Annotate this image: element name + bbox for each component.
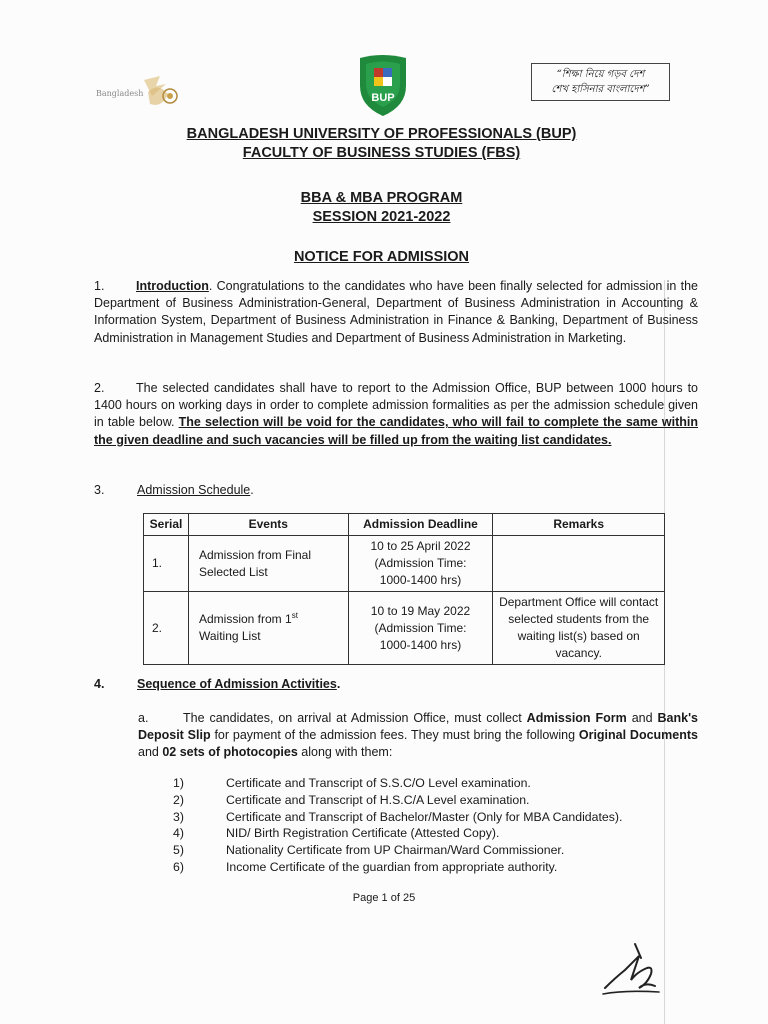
section-4a: a. The candidates, on arrival at Admission Office, must collect Admission Form and Bank's Deposit Slip for payment of the admission fees. They must bring the following Original Documents and 02 sets of photocopies along with them: (138, 711, 698, 760)
signature-icon (595, 938, 665, 1000)
cell-remarks: Department Office will contact selected students from the waiting list(s) based on vacancy. (493, 592, 665, 665)
cell-event: Admission from Final Selected List (188, 536, 348, 592)
motto-box (531, 63, 670, 101)
section-heading: Sequence of Admission Activities (137, 677, 337, 691)
session-title: SESSION 2021-2022 (312, 209, 451, 225)
table-row (144, 536, 665, 592)
header-serial: Serial (144, 514, 189, 536)
section-text: The selected candidates shall have to report to the Admission Office, BUP between 1000 hours to 1400 hours on working days in order to complete admission formalities as per the admission schedule given in table below. (94, 381, 698, 430)
sub-label: a. (138, 711, 149, 725)
university-title: BANGLADESH UNIVERSITY OF PROFESSIONALS (BUP) (186, 126, 577, 142)
list-item: 5) Nationality Certificate from UP Chairman/Ward Commissioner. (173, 843, 565, 858)
cell-deadline: 10 to 25 April 2022 (Admission Time: 1000-1400 hrs) (348, 536, 493, 592)
section-heading: Admission Schedule (137, 483, 251, 497)
bup-shield-icon (352, 52, 414, 118)
notice-title: NOTICE FOR ADMISSION (293, 249, 470, 265)
table-header-row (144, 514, 665, 536)
cell-serial: 2. (144, 592, 189, 665)
list-item: 1) Certificate and Transcript of S.S.C/O Level examination. (173, 776, 531, 790)
required-documents-list (173, 775, 673, 876)
section-number: 4. (94, 677, 105, 691)
cell-serial: 1. (144, 536, 189, 592)
left-logo-text: Bangladesh (96, 89, 144, 98)
list-item: 2) Certificate and Transcript of H.S.C/A Level examination. (173, 792, 530, 807)
motto-line-1: “শিক্ষা নিয়ে গড়ব দেশ (556, 69, 645, 80)
section-number: 2. (94, 381, 105, 395)
section-heading: Introduction (136, 279, 209, 293)
motto-line-2: শেখ হাসিনার বাংলাদেশ” (551, 84, 650, 95)
header-events: Events (188, 514, 348, 536)
section-number: 1. (94, 279, 105, 293)
section-number: 3. (94, 483, 105, 497)
section-reporting (94, 380, 698, 449)
section-schedule-heading: 3. Admission Schedule. (94, 483, 254, 497)
header-deadline: Admission Deadline (348, 514, 493, 536)
list-item: 3) Certificate and Transcript of Bachelor/Master (Only for MBA Candidates). (173, 809, 623, 824)
list-item: 4) NID/ Birth Registration Certificate (Attested Copy). (173, 826, 500, 841)
list-item: 6) Income Certificate of the guardian from appropriate authority. (173, 859, 558, 874)
golden-jubilee-icon (96, 72, 186, 116)
cell-deadline: 10 to 19 May 2022 (Admission Time: 1000-1400 hrs) (348, 592, 493, 665)
section-emphasis: The selection will be void for the candidates, who will fail to complete the same within the given deadline and such vacancies will be filled up from the waiting list candidates. (94, 415, 699, 447)
faculty-title: FACULTY OF BUSINESS STUDIES (FBS) (242, 145, 521, 161)
admission-schedule-table (143, 513, 665, 665)
page-number: Page 1 of 25 (352, 892, 416, 904)
bup-logo-text: BUP (371, 92, 395, 104)
bangladesh-50-logo (96, 72, 186, 116)
cell-event: Admission from 1st Waiting List (188, 592, 348, 665)
table-row (144, 592, 665, 665)
bup-logo (352, 52, 414, 118)
cell-remarks (493, 536, 665, 592)
title-block (0, 125, 768, 267)
section-sequence-heading: 4. Sequence of Admission Activities. (94, 677, 341, 691)
section-introduction (94, 278, 698, 347)
program-title: BBA & MBA PROGRAM (300, 190, 463, 206)
section-text: . Congratulations to the candidates who have been finally selected for admission in the Department of Business Administration-General, Department of Business Administration in Accounting & Information System, Department of Business Administration in Finance & Banking, Department of Business Administration in Management Studies and Department of Business Administration in Marketing. (94, 279, 698, 345)
header-remarks: Remarks (493, 514, 665, 536)
